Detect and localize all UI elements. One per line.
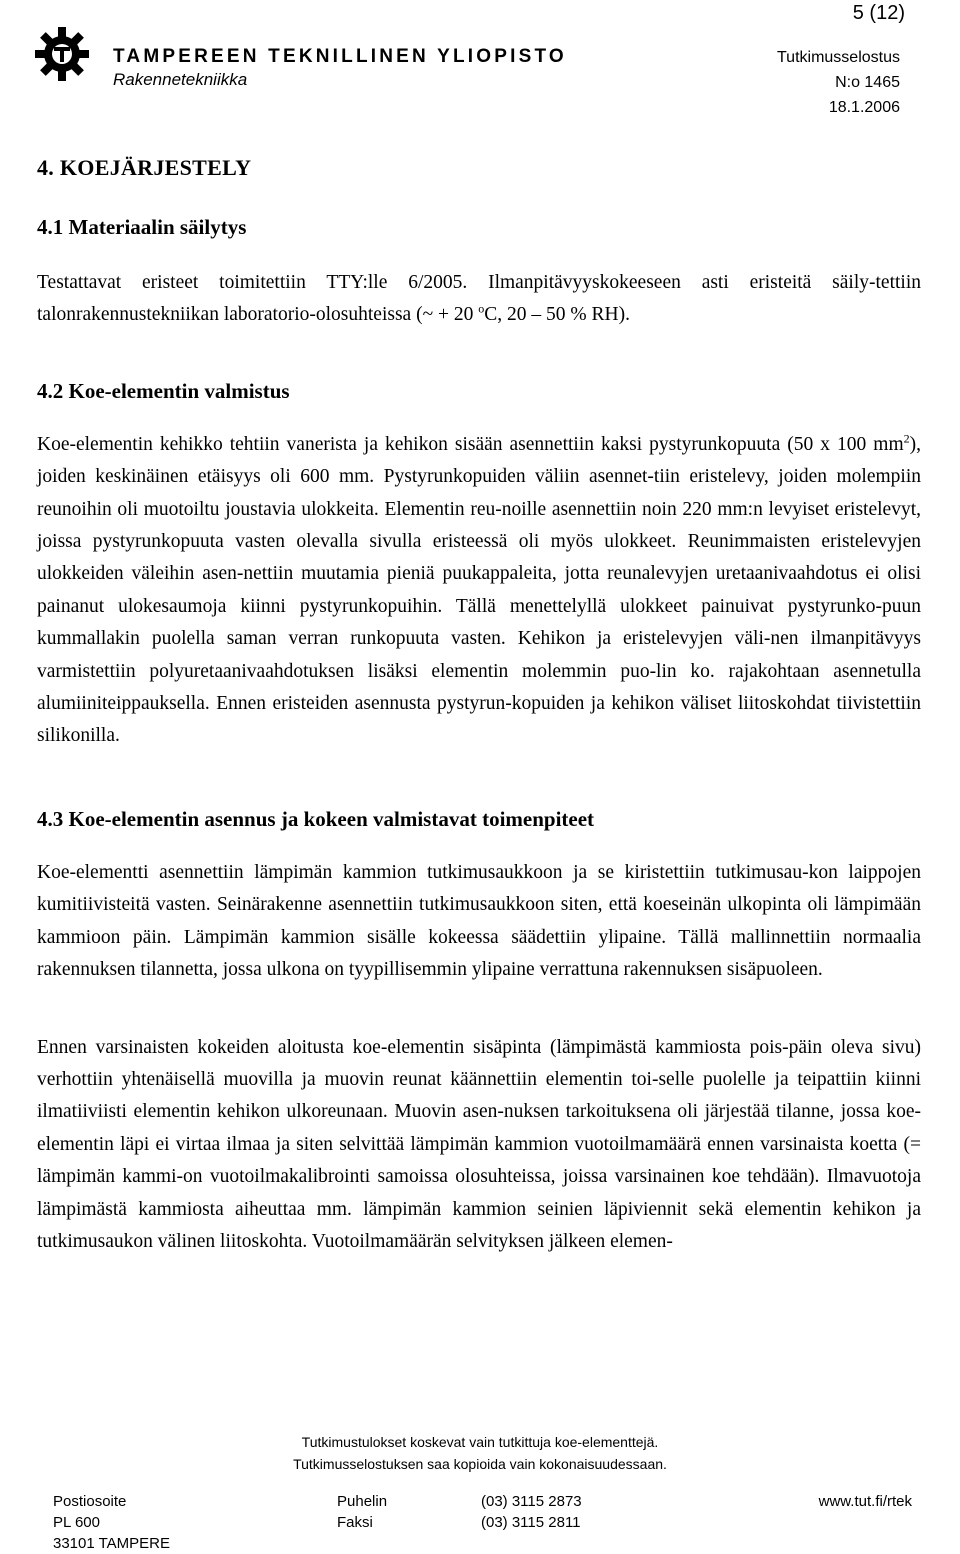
- footer-fax-label: Faksi: [337, 1514, 373, 1531]
- footer-website-link[interactable]: www.tut.fi/rtek: [818, 1493, 912, 1510]
- footer-contact-numbers: [481, 1491, 582, 1533]
- footer-phone-label: Puhelin: [337, 1493, 388, 1510]
- section-4-3: [37, 801, 921, 1258]
- section-4-2-heading: 4.2 Koe-elementin valmistus: [37, 378, 290, 403]
- section-4-heading: 4. KOEJÄRJESTELY: [37, 155, 252, 180]
- footer-address-box: PL 600: [53, 1514, 100, 1531]
- document-body: [37, 150, 921, 1258]
- department-name: Rakennetekniikka: [113, 70, 248, 89]
- section-4-2: [37, 373, 921, 753]
- report-type: Tutkimusselostus: [777, 49, 900, 66]
- footer-address: [53, 1491, 170, 1554]
- footer-phone-number: (03) 3115 2873: [481, 1493, 582, 1510]
- report-info: [777, 45, 900, 120]
- section-4-3-heading: 4.3 Koe-elementin asennus ja kokeen valmistavat toimenpiteet: [37, 806, 595, 831]
- university-name: TAMPEREEN TEKNILLINEN YLIOPISTO: [113, 46, 567, 67]
- section-4-1-heading: 4.1 Materiaalin säilytys: [37, 215, 247, 239]
- footer-notice-line-2: Tutkimusselostuksen saa kopioida vain kokonaisuudessaan.: [293, 1456, 667, 1472]
- footer-contact-labels: [337, 1491, 387, 1533]
- footer-address-city: 33101 TAMPERE: [53, 1535, 171, 1552]
- footer-fax-number: (03) 3115 2811: [481, 1514, 581, 1531]
- report-date: 18.1.2006: [828, 99, 900, 116]
- report-number: N:o 1465: [835, 74, 900, 91]
- section-4-3-paragraph-1: Koe-elementti asennettiin lämpimän kammion tutkimusaukkoon ja se kiristettiin tutkimusau-kon laippojen kumitiivisteitä vasten. Seinärakenne asennettiin tutkimusaukkoon siten, että koeseinän ulkopinta oli lämpimään kammioon päin. Lämpimän kammion sisälle kokeessa säädettiin ylipaine. Tällä mallinnettiin normaalia rakennuksen tilannetta, jossa ulkona on tyypillisemmin ylipaine verrattuna rakennuksen sisäpuoleen.: [37, 861, 921, 981]
- footer-address-label: Postiosoite: [53, 1493, 127, 1510]
- footer-notice-line-1: Tutkimustulokset koskevat vain tutkittuja koe-elementtejä.: [301, 1434, 659, 1450]
- page-number: 5 (12): [852, 2, 905, 24]
- tut-gear-logo-icon: [34, 26, 90, 82]
- section-4-2-paragraph: Koe-elementin kehikko tehtiin vanerista ja kehikon sisään asennettiin kaksi pystyrunkopuuta (50 x 100 $mm^2$), joiden keskinäinen etäisyys oli 600 mm. Pystyrunkopuiden väliin asennet-tiin eristelevy, joiden molempiin reunoihin oli muotoiltu joustavia ulokkeita. Elementin reu-noille asennettiin noin 220 mm:n levyiset eristelevyt, joissa pystyrunkopuuta vasten olevalla sivulla eristeessä oli myös ulokkeet. Reunimmaisten eristelevyjen ulokkeiden väleihin asen-nettiin muutamia pieniä puukappaleita, jotta reunalevyjen uretaanivaahdotus ei olisi painanut ulokesaumoja kiinni pystyrunkopuihin. Tällä menettelyllä ulokkeet painuivat pystyrunko-puun kummallakin puolella saman verran runkopuuta vasten. Kehikon ja eristelevyjen väli-nen ilmanpitävyys varmistettiin polyuretaanivaahdotuksen lisäksi elementin molemmin puo-lin ko. rajakohtaan asennetulla alumiiniteippauksella. Ennen eristeiden asennusta pystyrun-kopuiden ja kehikon väliset liitoskohdat tiivistettiin silikonilla.: [37, 431, 921, 747]
- section-4-3-paragraph-2: Ennen varsinaisten kokeiden aloitusta koe-elementin sisäpinta (lämpimästä kammiosta pois-päin oleva sivu) verhottiin yhtenäisellä muovilla ja muovin reunat käännettiin elementin toi-selle puolelle ja teipattiin kiinni ilmatiiviisti elementin kehikon ulkoreunaan. Muovin asen-nuksen tarkoituksena oli järjestää tilanne, jossa koe-elementin läpi ei virtaa ilmaa ja siten selvittää lämpimän kammion vuotoilmamäärä ennen varsinaista koetta (= lämpimän kammi-on vuotoilmakalibrointi samoissa olosuhteissa, joissa varsinainen koe tehdään). Ilmavuotoja lämpimästä kammiosta aiheuttaa mm. lämpimän kammion seinien läpiviennit sekä elementin kehikon ja tutkimusaukon välinen liitoskohta. Vuotoilmamäärän selvityksen jälkeen elemen-: [37, 1036, 921, 1252]
- section-4-1: [37, 209, 921, 332]
- footer-notice: [0, 1431, 960, 1475]
- section-4-1-paragraph: Testattavat eristeet toimitettiin TTY:lle 6/2005. Ilmanpitävyyskokeeseen asti eristeitä säily-tettiin talonrakennustekniikan laboratorio-olosuhteissa (~ + 20 $^o$C, 20 – 50 % RH).: [37, 272, 921, 326]
